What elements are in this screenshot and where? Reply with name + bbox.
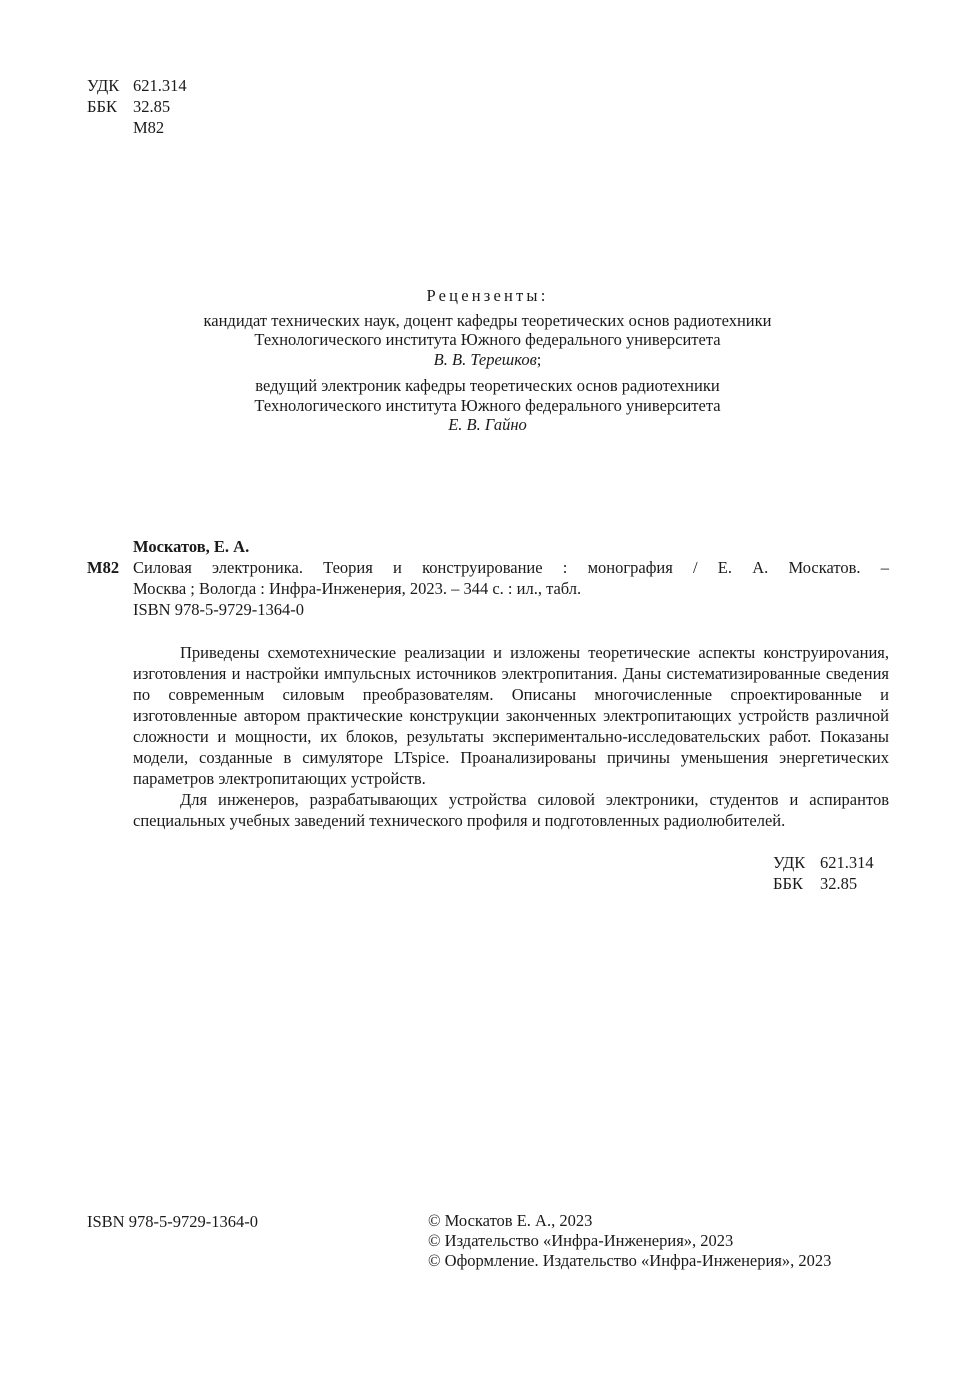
reviewer-1-institution: Технологического института Южного федерального университета: [254, 330, 721, 349]
classification-top: [87, 75, 187, 138]
udk-row: [87, 75, 187, 96]
bbk-label: ББК: [87, 97, 117, 116]
copyright-author: © Москатов Е. А., 2023: [428, 1211, 593, 1230]
annotation-paragraph-2: Для инженеров, разрабатывающих устройства силовой электроники, студентов и аспирантов специальных учебных заведений технического профиля и подготовленных радиолюбителей.: [133, 790, 889, 830]
biblio-title: Силовая электроника. Теория и конструирование : монография / Е. А. Москатов. –: [133, 558, 889, 577]
reviewer-1-position: кандидат технических наук, доцент кафедры теоретических основ радиотехники: [203, 310, 772, 330]
bbk-row: [87, 96, 187, 117]
copyright-publisher: © Издательство «Инфра-Инженерия», 2023: [428, 1231, 734, 1250]
bbk-label-bottom: ББК: [773, 874, 803, 893]
annotation: [133, 642, 889, 831]
reviewer-1-name: В. В. Терешков: [433, 349, 537, 369]
biblio-author-mark: М82: [87, 558, 120, 577]
biblio-publication: Москва ; Вологда : Инфра-Инженерия, 2023. – 344 с. : ил., табл.: [133, 579, 582, 598]
bbk-row-bottom: [773, 873, 874, 894]
biblio-isbn: ISBN 978-5-9729-1364-0: [133, 600, 304, 619]
author-mark: М82: [133, 118, 165, 137]
bibliographic-record: [87, 536, 889, 620]
classification-bottom: [773, 852, 874, 894]
udk-row-bottom: [773, 852, 874, 873]
reviewers-heading: Рецензенты:: [426, 286, 549, 305]
udk-label-bottom: УДК: [773, 853, 806, 872]
copyright-design: © Оформление. Издательство «Инфра-Инженерия», 2023: [428, 1251, 832, 1270]
copyright-block: [428, 1211, 831, 1271]
reviewer-1-name-line: [0, 350, 975, 370]
reviewer-2-name: Е. В. Гайно: [448, 415, 527, 434]
reviewer-2-position: ведущий электроник кафедры теоретических основ радиотехники: [255, 376, 720, 395]
author-mark-row: [87, 117, 187, 138]
reviewer-2-institution: Технологического института Южного федерального университета: [254, 395, 721, 415]
udk-label: УДК: [87, 76, 120, 95]
biblio-author: Москатов, Е. А.: [133, 537, 250, 556]
reviewer-1-suffix: ;: [536, 349, 542, 369]
annotation-paragraph-1: Приведены схемотехнические реализации и изложены теоретические аспекты конструироvания, изготовления и настройки импульсных источников электропитания. Даны систематизированные сведения по современным силовым преобразователям. Описаны многочисленные спроектированные и изготовленные автором практические конструкции законченных электропитающих устройств различной сложности и мощности, их блоков, результаты экспериментально-исследовательских работ. Показаны модели, созданные в симуляторе LTspice. Проанализированы причины уменьшения энергетических параметров электропитающих устройств.: [133, 643, 889, 788]
udk-value-bottom: 621.314: [820, 853, 874, 872]
footer-isbn: ISBN 978-5-9729-1364-0: [87, 1212, 258, 1231]
udk-value: 621.314: [133, 76, 187, 95]
reviewer-2-name-line: [0, 415, 975, 435]
bbk-value: 32.85: [133, 97, 171, 116]
reviewers-block: [0, 286, 975, 435]
bbk-value-bottom: 32.85: [820, 874, 858, 893]
